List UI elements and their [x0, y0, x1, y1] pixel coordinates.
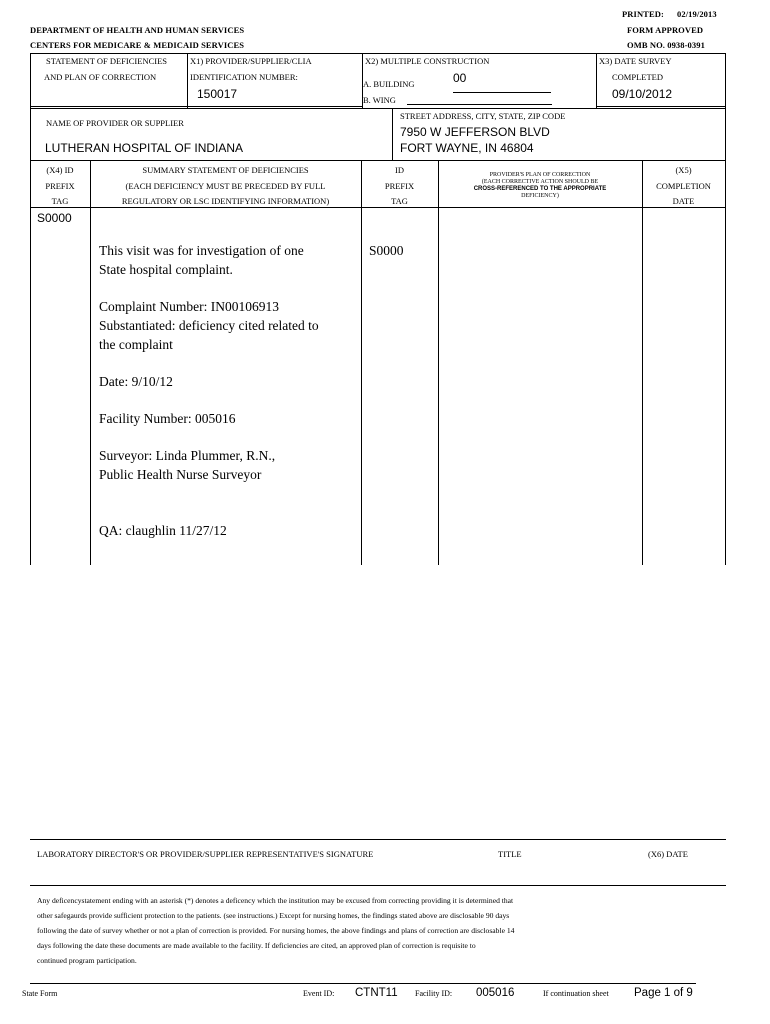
identification-label: IDENTIFICATION NUMBER:	[190, 72, 298, 82]
provider-name-label: NAME OF PROVIDER OR SUPPLIER	[46, 118, 184, 128]
x5-header: (X5)	[675, 165, 692, 175]
provider-id-value: 150017	[197, 87, 238, 101]
plan-header-line4: DEFICIENCY)	[521, 193, 559, 199]
disclaimer	[37, 893, 717, 968]
statement-label: STATEMENT OF DEFICIENCIES	[46, 56, 168, 66]
statement-line: State hospital complaint.	[99, 262, 233, 277]
col-line-left	[30, 160, 31, 565]
disclaimer-line: continued program participation.	[37, 956, 137, 965]
disclaimer-line: other safegaurds provide sufficient protection to the patients. (see instructions.) Except for nursing homes, the findings stated above are disclosable 90 days	[37, 911, 510, 920]
x4-id-header: (X4) ID	[46, 165, 74, 175]
plan-header-line2: (EACH CORRECTIVE ACTION SHOULD BE	[481, 179, 599, 185]
wing-underline	[407, 104, 552, 105]
wing-label: B. WING	[363, 95, 396, 105]
disclaimer-line: days following the date these documents are made available to the facility. If deficiencies are cited, an approved plan of correction is requisite to	[37, 941, 476, 950]
plan-header	[438, 172, 642, 200]
title-label: TITLE	[498, 849, 522, 859]
id-tag-header: TAG	[391, 196, 408, 206]
disclaimer-line: following the date of survey whether or not a plan of correction is provided. For nursing homes, the above findings and plans of correction are disclosable 14	[37, 926, 515, 935]
printed-date: 02/19/2013	[677, 9, 717, 19]
top-box-border	[30, 53, 726, 54]
substantiated-line: the complaint	[99, 337, 173, 352]
plan-header-line1: PROVIDER'S PLAN OF CORRECTION	[489, 172, 591, 178]
id-prefix-header: PREFIX	[384, 181, 415, 191]
summary-subheader-2: REGULATORY OR LSC IDENTIFYING INFORMATION)	[121, 196, 330, 206]
signature-bottom-line	[30, 885, 726, 886]
event-id-label: Event ID:	[303, 989, 335, 998]
surveyor-title: Public Health Nurse Surveyor	[99, 467, 262, 482]
statement-line: This visit was for investigation of one	[99, 243, 304, 258]
plan-of-correction-label: AND PLAN OF CORRECTION	[44, 72, 157, 82]
complaint-number: Complaint Number: IN00106913	[99, 299, 279, 314]
event-id-value: CTNT11	[355, 987, 398, 999]
printed-label: PRINTED:	[622, 9, 664, 19]
state-form-label: State Form	[22, 989, 58, 998]
summary-header: SUMMARY STATEMENT OF DEFICIENCIES	[142, 165, 309, 175]
x2-label: X2) MULTIPLE CONSTRUCTION	[365, 56, 490, 66]
provider-name-value: LUTHERAN HOSPITAL OF INDIANA	[45, 141, 244, 155]
summary-subheader-1: (EACH DEFICIENCY MUST BE PRECEDED BY FULL	[125, 181, 326, 191]
address-label: STREET ADDRESS, CITY, STATE, ZIP CODE	[400, 111, 566, 121]
address-line1: 7950 W JEFFERSON BLVD	[400, 125, 550, 139]
disclaimer-line: Any deficencystatement ending with an asterisk (*) denotes a deficency which the institution may be excused from correcting providing it is determined that	[37, 896, 514, 905]
surveyor-name: Surveyor: Linda Plummer, R.N.,	[99, 448, 276, 463]
building-value: 00	[453, 71, 467, 85]
omb-number: OMB NO. 0938-0391	[627, 40, 705, 50]
facility-id-label: Facility ID:	[415, 989, 453, 998]
continuation-label: If continuation sheet	[543, 989, 609, 998]
department-title: DEPARTMENT OF HEALTH AND HUMAN SERVICES	[30, 25, 245, 35]
left-tag: S0000	[37, 211, 72, 225]
completed-label: COMPLETED	[612, 72, 663, 82]
survey-date-value: 09/10/2012	[612, 87, 673, 101]
right-tag: S0000	[369, 243, 404, 258]
x4-prefix-header: PREFIX	[45, 181, 75, 191]
x1-label: X1) PROVIDER/SUPPLIER/CLIA	[190, 56, 312, 66]
x4-tag-header: TAG	[51, 196, 69, 206]
facility-id-value: 005016	[476, 987, 515, 999]
building-underline	[453, 92, 551, 93]
director-signature-label: LABORATORY DIRECTOR'S OR PROVIDER/SUPPLIER REPRESENTATIVE'S SIGNATURE	[37, 849, 374, 859]
facility-number: Facility Number: 005016	[99, 411, 236, 426]
form-approved: FORM APPROVED	[627, 25, 704, 35]
id-header: ID	[395, 165, 404, 175]
col-line-right	[725, 160, 726, 565]
x6-date-label: (X6) DATE	[648, 849, 688, 859]
page-number: Page 1 of 9	[634, 987, 693, 999]
x3-label: X3) DATE SURVEY	[599, 56, 672, 66]
building-label: A. BUILDING	[363, 79, 415, 89]
address-line2: FORT WAYNE, IN 46804	[400, 141, 534, 155]
deficiency-statement	[99, 241, 359, 540]
visit-date: Date: 9/10/12	[99, 374, 173, 389]
centers-title: CENTERS FOR MEDICARE & MEDICAID SERVICES	[30, 40, 245, 50]
date-header: DATE	[672, 196, 695, 206]
completion-header: COMPLETION	[656, 181, 711, 191]
plan-header-line3: CROSS-REFERENCED TO THE APPROPRIATE	[473, 186, 607, 192]
substantiated-line: Substantiated: deficiency cited related to	[99, 318, 319, 333]
signature-top-line	[30, 839, 726, 840]
qa-line: QA: claughlin 11/27/12	[99, 523, 227, 538]
footer-line	[30, 983, 696, 984]
